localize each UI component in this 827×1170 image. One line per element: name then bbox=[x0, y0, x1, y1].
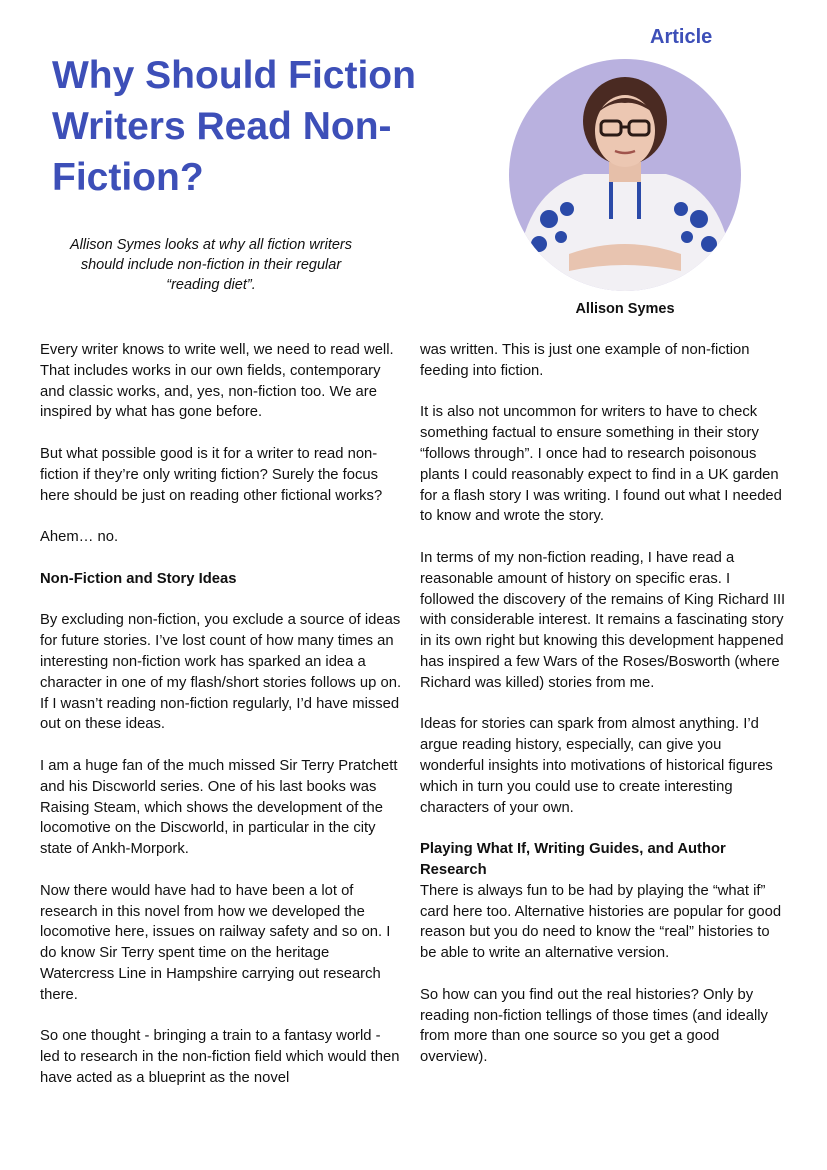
paragraph: So one thought - bringing a train to a fantasy world - led to research in the non-fiction field which would then have acted as a blueprint as the novel bbox=[40, 1028, 400, 1086]
paragraph: But what possible good is it for a writer to read non-fiction if they’re only writing fiction? Surely the focus here should be just on reading other fictional works? bbox=[40, 445, 383, 504]
paragraph: Ahem… no. bbox=[40, 529, 119, 546]
paragraph: In terms of my non-fiction reading, I have read a reasonable amount of history on specific eras. I followed the discovery of the remains of King Richard III with considerable interest. It remains a fascinating story in its own right but knowing this development happened has inspired a few Wars of the Roses/Bosworth (where Richard was killed) stories from me. bbox=[420, 549, 786, 691]
article-title: Why Should Fiction Writers Read Non-Fiction? bbox=[52, 54, 416, 199]
right-column bbox=[420, 340, 786, 1068]
author-portrait-illustration bbox=[509, 59, 741, 291]
paragraph: Every writer knows to write well, we need to read well. That includes works in our own fields, contemporary and classic works, and, yes, non-fiction too. We are inspired by what has gone before. bbox=[40, 342, 394, 421]
article-tag: Article bbox=[650, 26, 713, 48]
paragraph: It is also not uncommon for writers to have to check something factual to ensure something in their story “follows through”. I once had to research poisonous plants I could reasonably expect to find in a UK garden for a flash story I was writing. I found out what I needed to know and wrote the story. bbox=[420, 404, 782, 525]
left-column bbox=[40, 340, 402, 1089]
paragraph: By excluding non-fiction, you exclude a source of ideas for future stories. I’ve lost count of how many times an interesting non-fiction work has sparked an idea a character in one of my flash/short stories follows up on. If I wasn’t reading non-fiction regularly, I’d have missed out on these ideas. bbox=[40, 612, 402, 733]
author-photo bbox=[509, 59, 741, 291]
paragraph: So how can you find out the real histories? Only by reading non-fiction tellings of those times (and ideally from more than one source so you get a good overview). bbox=[420, 986, 768, 1066]
paragraph: Now there would have had to have been a lot of research in this novel from how we developed the locomotive here, issues on railway safety and so on. I do know Sir Terry spent time on the heritage Watercress Line in Hampshire carrying out research there. bbox=[40, 882, 391, 1003]
paragraph: Ideas for stories can spark from almost anything. I’d argue reading history, especially, can give you wonderful insights into motivations of historical figures which in turn you could use to create interesting characters of your own. bbox=[420, 716, 773, 816]
paragraph: was written. This is just one example of non-fiction feeding into fiction. bbox=[420, 342, 750, 379]
section-heading: Non-Fiction and Story Ideas bbox=[40, 570, 237, 587]
paragraph: There is always fun to be had by playing the “what if” card here too. Alternative histories are popular for good reason but you do need to know the “real” histories to be able to write an alternative version. bbox=[420, 882, 782, 962]
paragraph: I am a huge fan of the much missed Sir Terry Pratchett and his Discworld series. One of his last books was Raising Steam, which shows the development of the locomotive on the Discworld, in particular in the city state of Ankh-Morpork. bbox=[40, 757, 398, 858]
standfirst: Allison Symes looks at why all fiction writers should include non-fiction in their regular “reading diet”. bbox=[69, 237, 353, 293]
section-heading: Playing What If, Writing Guides, and Author Research bbox=[420, 841, 726, 878]
photo-caption: Allison Symes bbox=[575, 301, 675, 317]
